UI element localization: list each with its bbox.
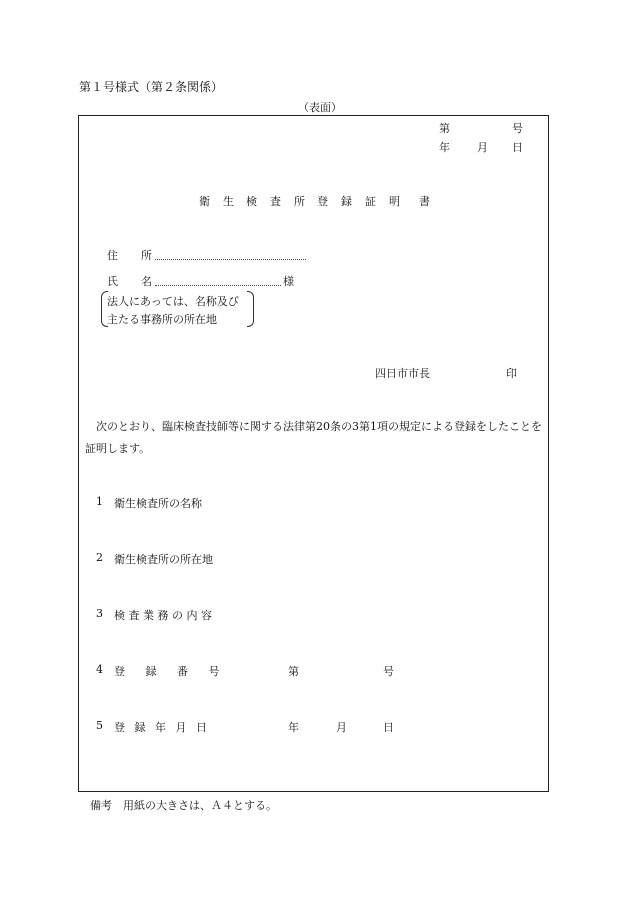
note-bracket-right	[247, 291, 254, 327]
title-char: 生	[223, 195, 234, 208]
item-number: 4	[96, 663, 103, 676]
regdate-year: 年	[288, 721, 299, 734]
number-suffix: 号	[512, 122, 523, 135]
side-label: （表面）	[298, 101, 342, 114]
title-char: 所	[294, 195, 305, 208]
title-char: 登	[317, 195, 328, 208]
title-char: 書	[419, 195, 430, 208]
item-number: 5	[96, 719, 103, 732]
title-char: 衛	[199, 195, 210, 208]
date-month: 月	[477, 141, 488, 154]
title-char: 証	[365, 195, 376, 208]
item-label-location: 衛生検査所の所在地	[114, 553, 213, 566]
item-number: 2	[96, 551, 103, 564]
name-label-2: 名	[141, 275, 152, 288]
seal-mark: 印	[506, 367, 517, 380]
title-char: 査	[270, 195, 281, 208]
honorific: 様	[283, 275, 294, 288]
item-number: 3	[96, 607, 103, 620]
item-label-work: 検 査 業 務 の 内 容	[114, 609, 212, 622]
date-year: 年	[439, 141, 450, 154]
name-fill-line	[155, 285, 281, 286]
name-label-1: 氏	[107, 275, 118, 288]
item-label-name: 衛生検査所の名称	[114, 497, 202, 510]
address-label-1: 住	[107, 249, 118, 262]
regdate-month: 月	[336, 721, 347, 734]
item-label-regno: 登 録 番 号	[114, 665, 220, 678]
address-fill-line	[155, 259, 306, 260]
corporation-note-line1: 法人にあっては、名称及び	[107, 295, 239, 308]
item-number: 1	[96, 495, 103, 508]
date-day: 日	[512, 141, 523, 154]
title-char: 明	[389, 195, 400, 208]
address-label-2: 所	[141, 249, 152, 262]
form-number: 第１号様式（第２条関係）	[79, 80, 224, 94]
regno-suffix: 号	[383, 665, 394, 678]
issuer-title: 四日市市長	[375, 367, 430, 380]
item-label-regdate: 登 録 年 月 日	[114, 721, 207, 734]
number-prefix: 第	[439, 122, 450, 135]
footnote: 備考 用紙の大きさは、Ａ４とする。	[90, 799, 277, 812]
title-char: 検	[246, 195, 257, 208]
title-char: 録	[341, 195, 352, 208]
certification-text: 次のとおり、臨床検査技師等に関する法律第20条の3第1項の規定による登録をしたことを証明します。	[85, 420, 542, 455]
regdate-day: 日	[383, 721, 394, 734]
regno-prefix: 第	[288, 665, 299, 678]
corporation-note-line2: 主たる事務所の所在地	[107, 313, 217, 326]
